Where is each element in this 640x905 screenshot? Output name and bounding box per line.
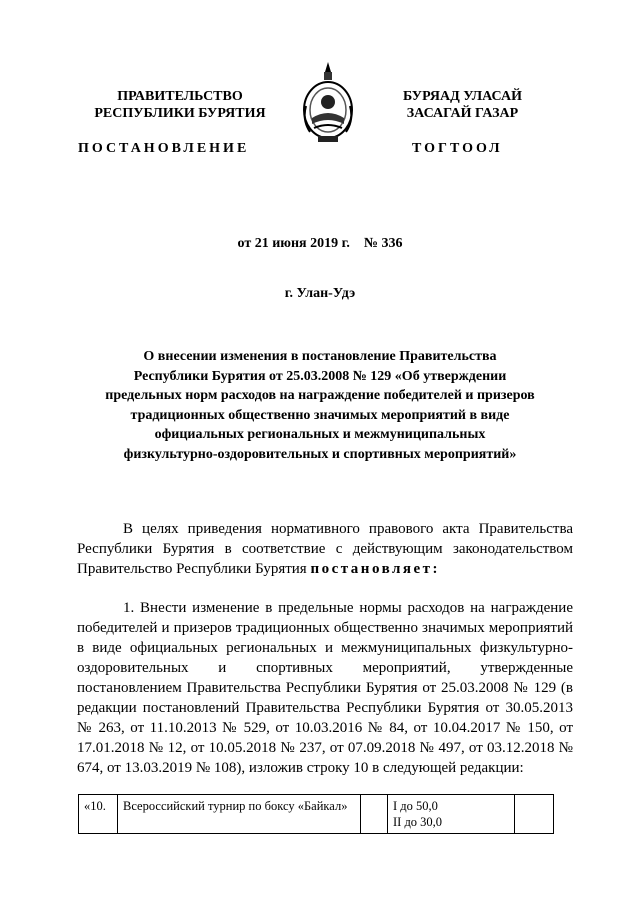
header-left-line1: ПРАВИТЕЛЬСТВО [117,89,243,104]
table-cell-empty-last [515,795,554,834]
city: г. Улан-Удэ [284,286,356,301]
header-left [75,88,285,122]
preamble-text: В целях приведения нормативного правового акта Правительства Республики Бурятия в соответствие с действующим законодательством Правительство Республики Бурятия [77,521,573,577]
header-right-line1: БУРЯАД УЛАСАЙ [403,89,522,104]
title-line: предельных норм расходов на награждение победителей и призеров [105,388,535,403]
doc-type-right: ТОГТООЛ [412,141,503,156]
header-right [380,88,545,122]
amendment-table [78,794,554,834]
header-right-line2: ЗАСАГАЙ ГАЗАР [406,106,519,121]
table-row [79,795,554,834]
item-1-text: 1. Внести изменение в предельные нормы расходов на награждение победителей и призеров традиционных общественно значимых мероприятий в виде официальных региональных и межмуниципальных физкультурно-оздоровительных и спортивных мероприятий, утвержденные постановлением Правительства Республики Бурятия от 25.03.2008 № 129 (в редакции постановлений Правительства Республики Бурятия от 30.05.2013 № 263, от 11.10.2013 № 529, от 10.03.2016 № 84, от 10.04.2017 № 150, от 17.01.2018 № 12, от 10.05.2018 № 237, от 07.09.2018 № 497, от 03.12.2018 № 674, от 13.03.2019 № 108), изложив строку 10 в следующей редакции: [77,600,573,776]
title-line: традиционных общественно значимых мероприятий в виде [130,407,510,423]
preamble-emphasis: постановляет: [310,561,441,577]
doc-type-left: ПОСТАНОВЛЕНИЕ [78,141,250,156]
table-cell-event: Всероссийский турнир по боксу «Байкал» [118,795,361,834]
place-1: I до 50,0 [393,799,438,813]
title-line: официальных региональных и межмуниципальных [154,427,486,442]
coat-of-arms-icon [300,60,356,148]
table-cell-places [388,795,515,834]
date-number-line: от 21 июня 2019 г. № 336 [237,236,403,251]
document-title [0,347,640,464]
table-cell-row-number: «10. [79,795,118,834]
table-cell-empty [361,795,388,834]
title-line: Республики Бурятия от 25.03.2008 № 129 «Об утверждении [133,368,507,384]
place-2: II до 30,0 [393,815,443,829]
title-line: О внесении изменения в постановление Правительства [143,349,497,364]
title-line: физкультурно-оздоровительных и спортивных мероприятий» [123,446,517,462]
paragraph-preamble [77,519,573,579]
header-left-line2: РЕСПУБЛИКИ БУРЯТИЯ [94,106,266,121]
paragraph-item-1 [77,598,573,778]
